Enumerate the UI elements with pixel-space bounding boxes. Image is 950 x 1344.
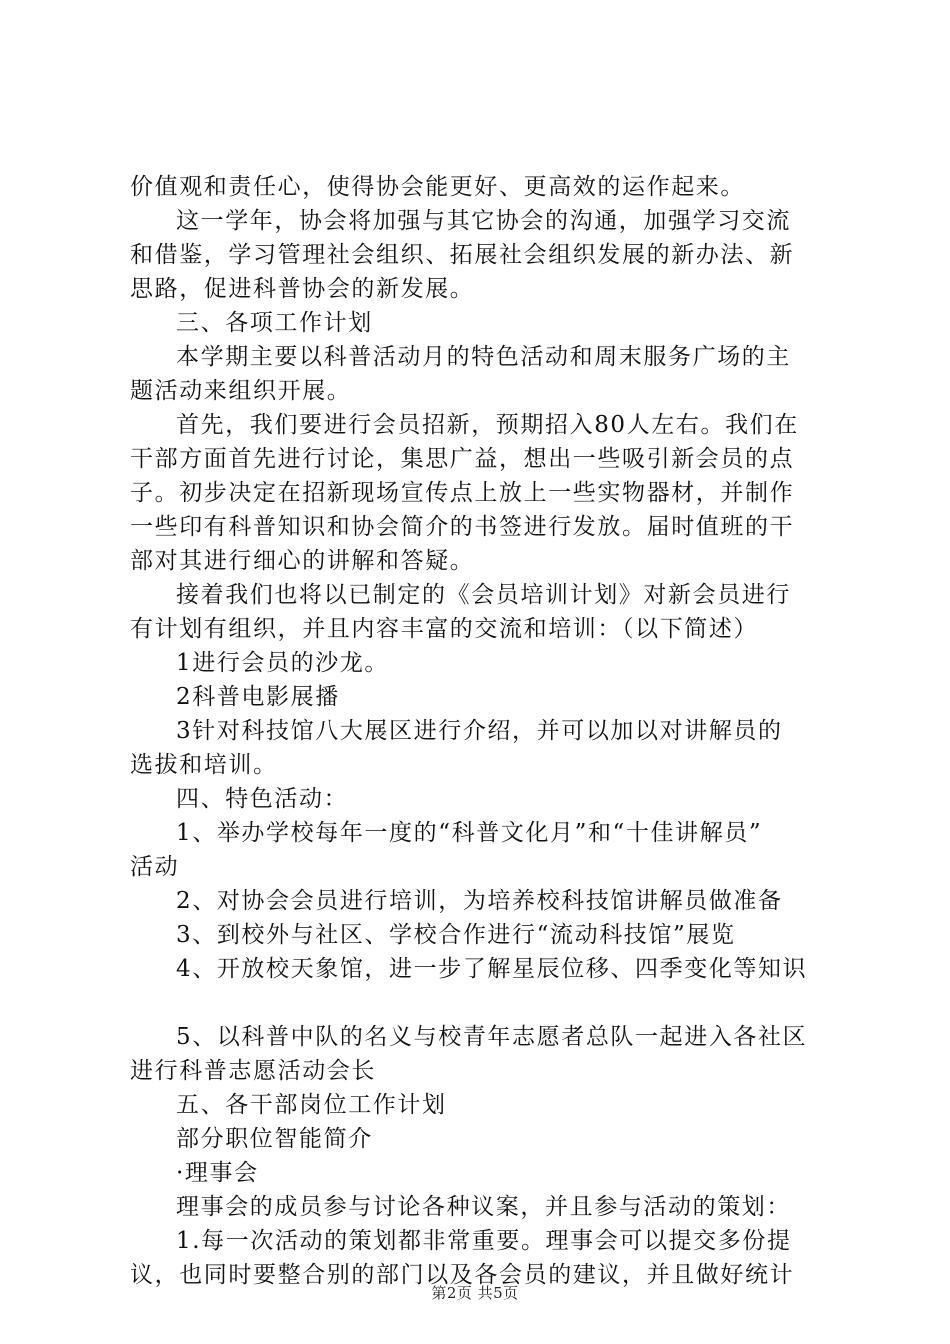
paragraph-line: 子。初步决定在招新现场宣传点上放上一些实物器材，并制作 (130, 480, 795, 506)
paragraph-line: 和借鉴，学习管理社会组织、拓展社会组织发展的新办法、新 (130, 242, 795, 268)
paragraph-line: 选拔和培训。 (130, 752, 278, 778)
paragraph-line: 首先，我们要进行会员招新，预期招入80人左右。我们在 (176, 412, 799, 438)
paragraph-line: 理事会的成员参与讨论各种议案，并且参与活动的策划： (176, 1194, 791, 1220)
list-item: 2、对协会会员进行培训，为培养校科技馆讲解员做准备 (176, 888, 783, 914)
paragraph-line: 本学期主要以科普活动月的特色活动和周末服务广场的主 (176, 344, 791, 370)
paragraph-line: 接着我们也将以已制定的《会员培训计划》对新会员进行 (176, 582, 791, 608)
blank-line (130, 986, 830, 1020)
paragraph-line: 价值观和责任心，使得协会能更好、更高效的运作起来。 (130, 174, 745, 200)
list-item: 1、举办学校每年一度的“科普文化月”和“十佳讲解员” (176, 820, 763, 846)
list-item: 1进行会员的沙龙。 (176, 650, 390, 676)
list-item: 3、到校外与社区、学校合作进行“流动科技馆”展览 (176, 922, 736, 948)
paragraph-line: 部分职位智能简介 (176, 1126, 373, 1152)
list-item: 2科普电影展播 (176, 684, 340, 710)
list-item: 3针对科技馆八大展区进行介绍，并可以加以对讲解员的 (176, 718, 783, 744)
list-item: 4、开放校天象馆，进一步了解星辰位移、四季变化等知识 (176, 956, 808, 982)
subsection-heading: ·理事会 (176, 1160, 259, 1186)
paragraph-line: 部对其进行细心的讲解和答疑。 (130, 548, 475, 574)
paragraph-line: 这一学年，协会将加强与其它协会的沟通，加强学习交流 (176, 208, 791, 234)
section-heading: 四、特色活动： (176, 786, 349, 812)
document-body (130, 170, 830, 1292)
section-heading: 五、各干部岗位工作计划 (176, 1092, 447, 1118)
paragraph-line: 活动 (130, 854, 180, 880)
list-item: 5、以科普中队的名义与校青年志愿者总队一起进入各社区 (176, 1024, 808, 1050)
page-number-footer: 第2页 共5页 (431, 1284, 519, 1302)
paragraph-line: 题活动来组织开展。 (130, 378, 352, 404)
paragraph-line: 一些印有科普知识和协会简介的书签进行发放。届时值班的干 (130, 514, 795, 540)
paragraph-line: 议，也同时要整合别的部门以及各会员的建议，并且做好统计 (130, 1262, 795, 1288)
section-heading: 三、各项工作计划 (176, 310, 373, 336)
paragraph-line: 进行科普志愿活动会长 (130, 1058, 376, 1084)
paragraph-line: 干部方面首先进行讨论，集思广益，想出一些吸引新会员的点 (130, 446, 795, 472)
paragraph-line: 有计划有组织，并且内容丰富的交流和培训：（以下简述） (130, 616, 759, 642)
paragraph-line: 思路，促进科普协会的新发展。 (130, 276, 475, 302)
paragraph-line: 1.每一次活动的策划都非常重要。理事会可以提交多份提 (176, 1228, 792, 1254)
